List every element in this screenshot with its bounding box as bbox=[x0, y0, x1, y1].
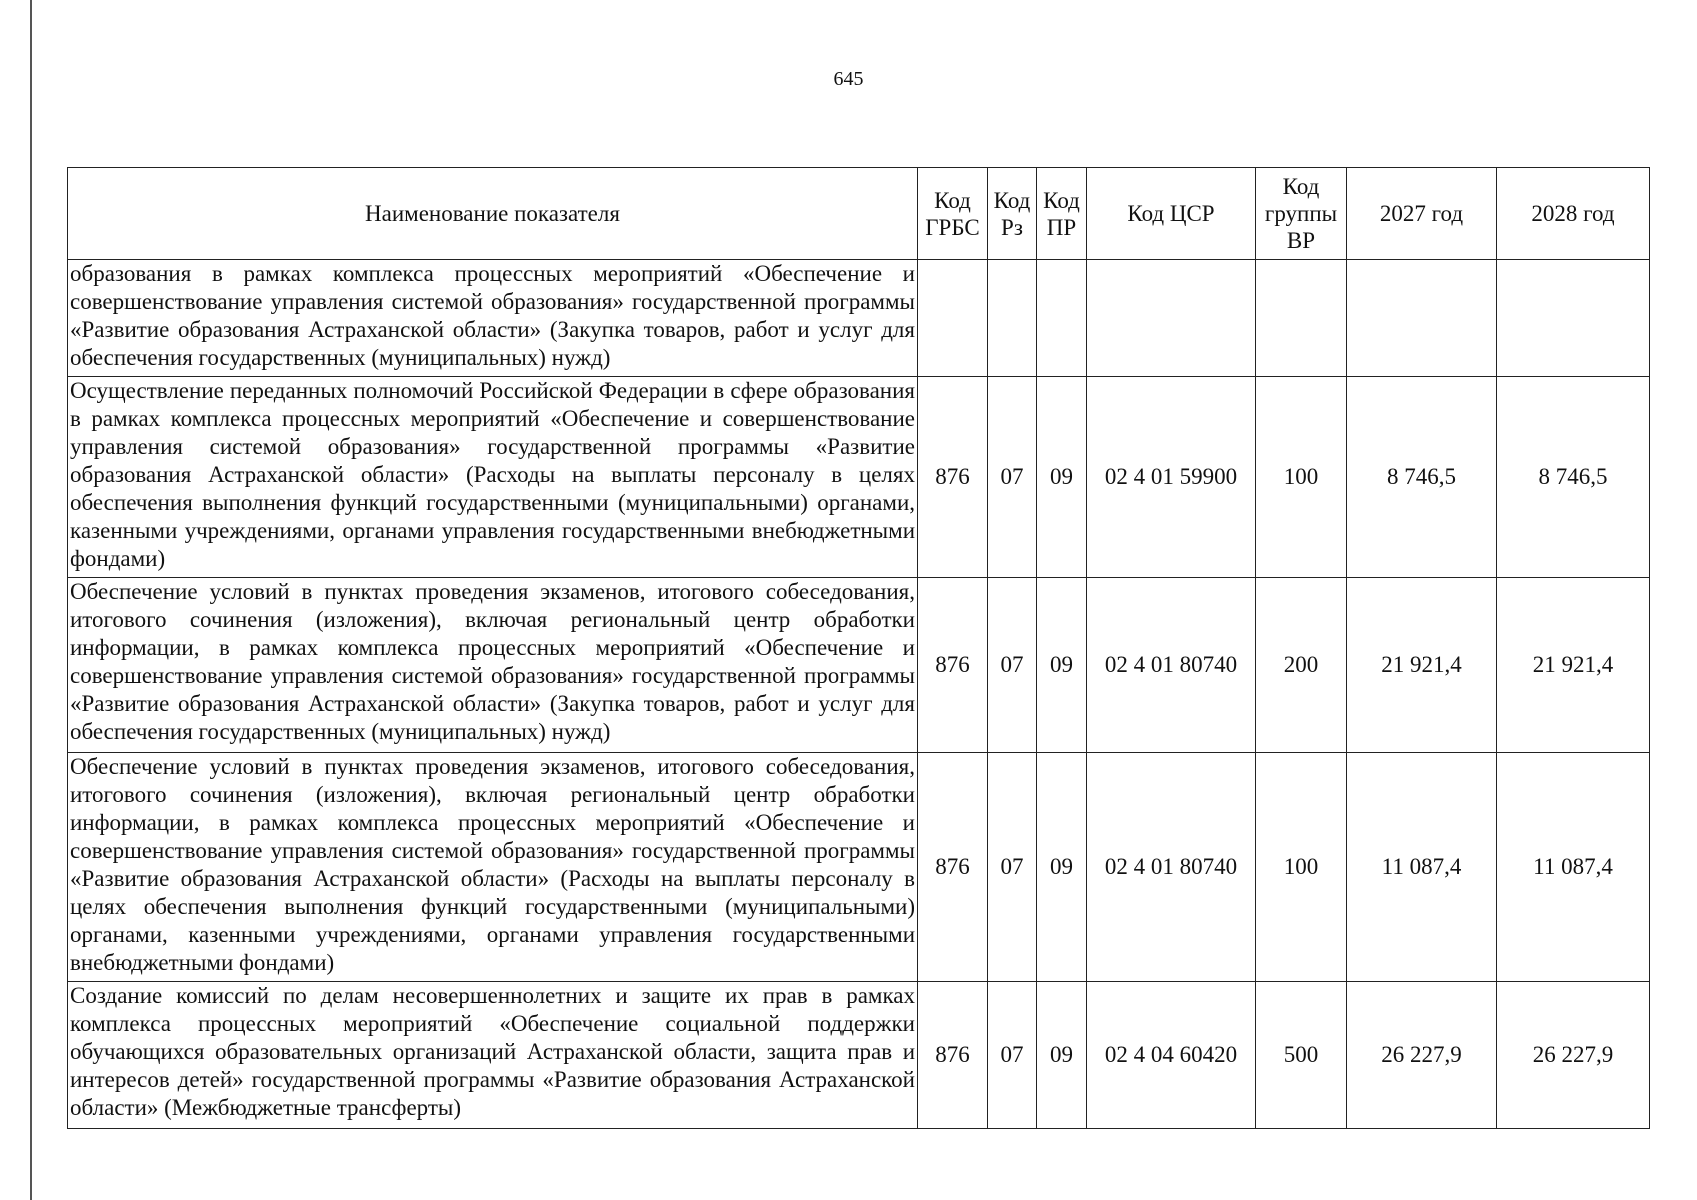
row-grbs: 876 bbox=[918, 377, 988, 578]
row-name: Создание комиссий по делам несовершеннолетних и защите их прав в рамках комплекса процессных мероприятий «Обеспечение социальной поддержки обучающихся образовательных организаций Астраханской области, защита прав и интересов детей» государственной программы «Развитие образования Астраханской области» (Межбюджетные трансферты) bbox=[68, 982, 918, 1129]
row-2027: 11 087,4 bbox=[1347, 753, 1497, 982]
row-name: Обеспечение условий в пунктах проведения экзаменов, итогового собеседования, итогового сочинения (изложения), включая региональный центр обработки информации, в рамках комплекса процессных мероприятий «Обеспечение и совершенствование управления системой образования» государственной программы «Развитие образования Астраханской области» (Закупка товаров, работ и услуг для обеспечения государственных (муниципальных) нужд) bbox=[68, 578, 918, 753]
table-row bbox=[68, 578, 1650, 753]
row-grbs: 876 bbox=[918, 753, 988, 982]
row-pr: 09 bbox=[1037, 578, 1087, 753]
header-csr: Код ЦСР bbox=[1087, 168, 1256, 260]
table-row bbox=[68, 377, 1650, 578]
table-row bbox=[68, 982, 1650, 1129]
row-2028: 21 921,4 bbox=[1497, 578, 1650, 753]
row-csr: 02 4 01 80740 bbox=[1087, 753, 1256, 982]
table-row bbox=[68, 753, 1650, 982]
header-grbs: Код ГРБС bbox=[918, 168, 988, 260]
row-rz: 07 bbox=[988, 377, 1037, 578]
page-number: 645 bbox=[833, 68, 864, 90]
header-2027: 2027 год bbox=[1347, 168, 1497, 260]
header-2028: 2028 год bbox=[1497, 168, 1650, 260]
row-2027 bbox=[1347, 260, 1497, 377]
row-vr: 200 bbox=[1256, 578, 1347, 753]
row-name: образования в рамках комплекса процессных мероприятий «Обеспечение и совершенствование управления системой образования» государственной программы «Развитие образования Астраханской области» (Закупка товаров, работ и услуг для обеспечения государственных (муниципальных) нужд) bbox=[68, 260, 918, 377]
row-vr: 100 bbox=[1256, 753, 1347, 982]
row-csr bbox=[1087, 260, 1256, 377]
row-2028: 8 746,5 bbox=[1497, 377, 1650, 578]
row-rz: 07 bbox=[988, 982, 1037, 1129]
row-pr bbox=[1037, 260, 1087, 377]
row-name: Обеспечение условий в пунктах проведения экзаменов, итогового собеседования, итогового сочинения (изложения), включая региональный центр обработки информации, в рамках комплекса процессных мероприятий «Обеспечение и совершенствование управления системой образования» государственной программы «Развитие образования Астраханской области» (Расходы на выплаты персоналу в целях обеспечения выполнения функций государственными (муниципальными) органами, казенными учреждениями, органами управления государственными внебюджетными фондами) bbox=[68, 753, 918, 982]
row-csr: 02 4 01 59900 bbox=[1087, 377, 1256, 578]
header-rz: Код Рз bbox=[988, 168, 1037, 260]
row-2027: 8 746,5 bbox=[1347, 377, 1497, 578]
row-grbs: 876 bbox=[918, 982, 988, 1129]
row-pr: 09 bbox=[1037, 982, 1087, 1129]
row-rz: 07 bbox=[988, 578, 1037, 753]
row-grbs bbox=[918, 260, 988, 377]
row-rz bbox=[988, 260, 1037, 377]
row-vr bbox=[1256, 260, 1347, 377]
row-csr: 02 4 04 60420 bbox=[1087, 982, 1256, 1129]
header-vr: Код группы ВР bbox=[1256, 168, 1347, 260]
row-name: Осуществление переданных полномочий Российской Федерации в сфере образования в рамках комплекса процессных мероприятий «Обеспечение и совершенствование управления системой образования» государственной программы «Развитие образования Астраханской области» (Расходы на выплаты персоналу в целях обеспечения выполнения функций государственными (муниципальными) органами, казенными учреждениями, органами управления государственными внебюджетными фондами) bbox=[68, 377, 918, 578]
row-pr: 09 bbox=[1037, 377, 1087, 578]
row-rz: 07 bbox=[988, 753, 1037, 982]
row-csr: 02 4 01 80740 bbox=[1087, 578, 1256, 753]
row-2027: 21 921,4 bbox=[1347, 578, 1497, 753]
row-vr: 100 bbox=[1256, 377, 1347, 578]
row-2028: 26 227,9 bbox=[1497, 982, 1650, 1129]
header-name: Наименование показателя bbox=[68, 168, 918, 260]
page-edge-rule bbox=[30, 0, 32, 1200]
row-2028 bbox=[1497, 260, 1650, 377]
row-grbs: 876 bbox=[918, 578, 988, 753]
table-header-row bbox=[68, 168, 1650, 260]
budget-table bbox=[67, 167, 1650, 1129]
row-pr: 09 bbox=[1037, 753, 1087, 982]
row-2027: 26 227,9 bbox=[1347, 982, 1497, 1129]
table-row bbox=[68, 260, 1650, 377]
header-pr: Код ПР bbox=[1037, 168, 1087, 260]
row-2028: 11 087,4 bbox=[1497, 753, 1650, 982]
row-vr: 500 bbox=[1256, 982, 1347, 1129]
